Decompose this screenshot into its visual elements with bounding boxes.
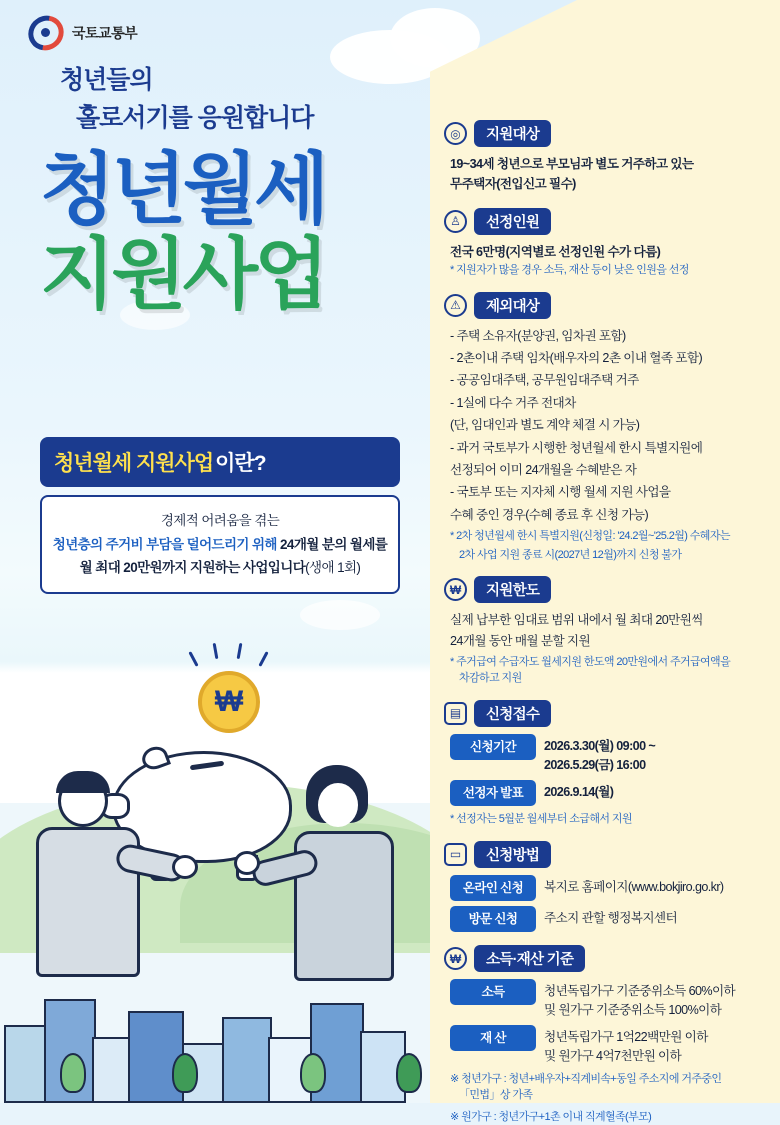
section-support-limit [444,576,766,687]
section-title: 신청접수 [474,700,551,727]
visit-apply-label: 방문 신청 [450,906,536,932]
section-body [444,242,766,279]
document-icon: ▤ [444,702,467,725]
hero-lead-line1: 청년들의 [60,66,153,94]
application-period-value [544,734,655,775]
page-title [40,145,440,318]
intro-line-2 [52,533,388,557]
section-title: 신청방법 [474,841,551,868]
person-right-hand [234,851,260,875]
asset-label: 재 산 [450,1025,536,1051]
criteria-note: 「민법」상 가족 [459,1089,533,1102]
section-body [444,979,766,1125]
person-right-face [318,783,358,827]
hero-lead [60,62,420,137]
asset-value [544,1025,708,1066]
section-body [444,610,766,687]
visit-apply-row [450,906,766,932]
intro-heading-rest: 이란? [215,452,266,475]
criteria-note: ※ 원가구 : 청년가구+1촌 이내 직계혈족(부모) [450,1110,652,1123]
intro-box [40,437,400,594]
coin-icon: ₩ [198,671,260,733]
monitor-icon: ▭ [444,843,467,866]
intro-box-body [40,495,400,594]
section-line: - 공공임대주택, 공무원임대주택 거주 [450,373,639,388]
income-value [544,979,735,1020]
person-left-hair [56,771,110,793]
section-line: - 1실에 다수 거주 전대차 [450,395,576,410]
tree-icon [300,1053,326,1093]
income-row [450,979,766,1020]
section-body [444,326,766,564]
intro-line-1: 경제적 어려움을 겪는 [160,513,280,528]
section-income-asset-criteria [444,945,766,1125]
government-emblem-icon [28,16,64,50]
section-line: 수혜 중인 경우(수혜 종료 후 신청 가능) [450,507,649,522]
tree-icon [172,1053,198,1093]
sparkle-icon [237,643,243,659]
section-note: * 2차 청년월세 한시 특별지원(신청일: '24.2월~'25.2월) 수혜자는 [450,530,730,543]
illustration [0,643,440,1103]
section-line: 24개월 동안 매월 분할 지원 [450,633,591,648]
announcement-value: 2026.9.14(월) [544,784,614,799]
won-circle-icon: ₩ [444,947,467,970]
building [4,1025,48,1103]
application-period-start: 2026.3.30(월) 09:00 ~ [544,738,656,753]
section-line: - 주택 소유자(분양권, 임차권 포함) [450,328,626,343]
page-title-line1: 청년월세 [40,145,326,233]
gov-logo [28,16,137,50]
section-application [444,700,766,828]
intro-line-2a: 청년층의 주거비 부담을 덜어드리기 위해 [52,536,277,552]
section-title: 선정인원 [474,208,551,235]
section-header [444,945,766,972]
section-how-to-apply [444,841,766,933]
section-line: - 국토부 또는 지자체 시행 월세 지원 사업을 [450,485,671,500]
tree-icon [396,1053,422,1093]
section-title: 제외대상 [474,292,551,319]
online-apply-label: 온라인 신청 [450,875,536,901]
person-left-hand [172,855,198,879]
section-header [444,576,766,603]
announcement-row [450,780,766,806]
section-header [444,292,766,319]
section-selection-count [444,208,766,279]
section-body [444,875,766,933]
application-period-row [450,734,766,775]
section-title: 지원한도 [474,576,551,603]
intro-line-3 [52,556,388,580]
section-line: 무주택자(전입신고 필수) [450,177,576,192]
criteria-note: ※ 청년가구 : 청년+배우자+직계비속+동일 주소지에 거주중인 [450,1072,722,1085]
section-header [444,120,766,147]
people-icon: ♙ [444,210,467,233]
warning-icon: ⚠ [444,294,467,317]
hero-lead-line2: 홀로서기를 응원합니다 [76,103,314,132]
section-body [444,734,766,828]
tree-icon [60,1053,86,1093]
section-header [444,841,766,868]
cloud-icon [300,600,380,630]
details-column [430,0,780,1123]
application-period-label: 신청기간 [450,734,536,760]
target-icon: ◎ [444,122,467,145]
ministry-name: 국토교통부 [72,25,138,41]
intro-line-3b: (생애 1회) [305,560,361,576]
announcement-label: 선정자 발표 [450,780,536,806]
asset-row [450,1025,766,1066]
intro-line-2b: 24개월 분의 월세를 [276,536,388,552]
income-value-line2: 및 원가구 기준중위소득 100%이하 [544,1002,722,1017]
section-line: - 2촌이내 주택 임차(배우자의 2촌 이내 혈족 포함) [450,351,703,366]
visit-apply-value: 주소지 관할 행정복지센터 [544,910,678,925]
won-circle-icon: ₩ [444,578,467,601]
section-line: 19~34세 청년으로 부모님과 별도 거주하고 있는 [450,157,694,171]
section-line: (단, 임대인과 별도 계약 체결 시 가능) [450,418,640,433]
section-line: 실제 납부한 임대료 범위 내에서 월 최대 20만원씩 [450,613,703,628]
section-support-target [444,120,766,195]
section-note: * 지원자가 많을 경우 소득, 재산 등이 낮은 인원을 선정 [450,264,689,277]
section-line: 선정되어 이미 24개월을 수혜받은 자 [450,463,637,478]
section-header [444,700,766,727]
application-period-end: 2026.5.29(금) 16:00 [544,757,646,772]
intro-line-3a: 월 최대 20만원까지 지원하는 사업입니다 [79,560,306,576]
section-note: * 주거급여 수급자도 월세지원 한도액 20만원에서 주거급여액을 [450,655,731,668]
section-title: 지원대상 [474,120,551,147]
section-note: 2차 사업 지원 종료 시(2027년 12월)까지 신청 불가 [459,548,682,561]
section-header [444,208,766,235]
application-note: * 선정자는 5월분 월세부터 소급해서 지원 [450,813,632,825]
section-note: 차감하고 지원 [459,672,522,685]
sparkle-icon [258,651,268,667]
asset-value-line1: 청년독립가구 1억22백만원 이하 [544,1029,708,1044]
city-skyline [0,953,440,1103]
section-line: - 과거 국토부가 시행한 청년월세 한시 특별지원에 [450,440,703,455]
intro-box-heading [40,437,400,487]
income-label: 소득 [450,979,536,1005]
section-title: 소득·재산 기준 [474,945,585,972]
building [222,1017,272,1103]
asset-value-line2: 및 원가구 4억7천만원 이하 [544,1048,682,1063]
section-exclusions [444,292,766,564]
section-line: 전국 6만명(지역별로 선정인원 수가 다름) [450,244,661,259]
sparkle-icon [188,651,198,667]
building [92,1037,132,1103]
section-body [444,154,766,195]
online-apply-value[interactable]: 복지로 홈페이지(www.bokjiro.go.kr) [544,879,724,894]
income-value-line1: 청년독립가구 기준중위소득 60%이하 [544,984,736,998]
sparkle-icon [213,643,219,659]
intro-heading-highlight: 청년월세 지원사업 [54,452,214,475]
page-title-line2: 지원사업 [40,230,326,318]
online-apply-row [450,875,766,901]
